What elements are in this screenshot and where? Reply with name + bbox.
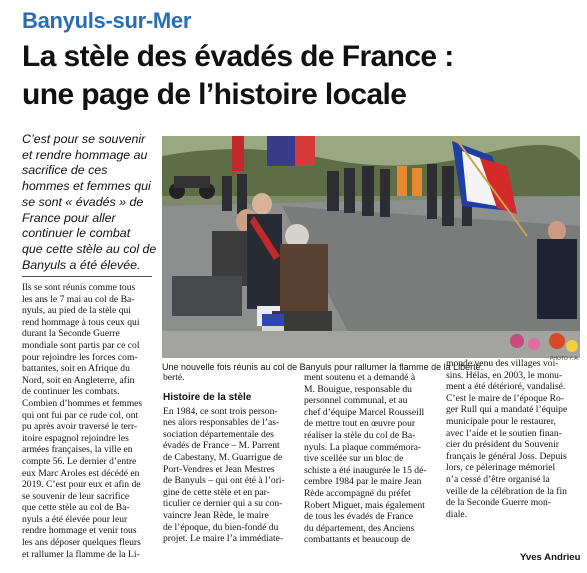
- body-line: nyuls a été élevée pour leur: [22, 513, 128, 525]
- section-kicker: Banyuls-sur-Mer: [22, 8, 192, 33]
- body-line: itoire espagnol rejoindre les: [22, 432, 129, 444]
- body-line: chef d’équipe Marcel Rousseill: [304, 406, 425, 418]
- body-line: sins. Hélas, en 2003, le monu-: [446, 369, 563, 381]
- body-line: nyuls, au pied de la stèle qui: [22, 305, 131, 317]
- body-line: tive scellée sur un bloc de: [304, 453, 404, 465]
- body-line: pour rejoindre les forces com-: [22, 351, 138, 363]
- headline-line-1: La stèle des évadés de France :: [22, 40, 454, 73]
- intro-line: Banyuls a été élevée.: [22, 257, 141, 272]
- body-line: cembre 1984 par le maire Jean: [304, 476, 422, 488]
- article-headline: [22, 38, 582, 114]
- body-line: nyuls. La plaque commémora-: [304, 441, 422, 453]
- intro-line: et rendre hommage au: [22, 147, 148, 162]
- photo-caption: Une nouvelle fois réunis au col de Banyuls pour rallumer la flamme de la Liberté.: [162, 362, 484, 372]
- body-line: de l’époque, du bien-fondé du: [163, 521, 279, 533]
- body-line: rendre hommage et venir tous: [22, 525, 137, 537]
- body-line: réaliser la stèle du col de Ba-: [304, 429, 416, 441]
- body-line: compte 56. Le dernier d’entre: [22, 455, 137, 467]
- body-line: battantes, soit en Afrique du: [22, 363, 130, 375]
- body-line: sociation départementale des: [163, 428, 274, 440]
- body-line: berté.: [163, 372, 185, 383]
- body-line: français le général Joss. Depuis: [446, 450, 567, 462]
- body-line: C’est le maire de l’époque Ro-: [446, 392, 565, 404]
- body-line: personnel communal, et au: [304, 395, 408, 407]
- author-signature: Yves Andrieu: [520, 552, 581, 563]
- intro-line: France pour aller: [22, 210, 116, 225]
- body-line: combattants et beaucoup de: [304, 534, 411, 546]
- article-intro: [22, 132, 157, 273]
- body-line: durant la Seconde Guerre: [22, 328, 120, 340]
- intro-line: continuer le combat: [22, 226, 131, 241]
- body-line: de Cabestany, M. Guarrigue de: [163, 451, 283, 463]
- body-line: schiste a été inaugurée le 15 dé-: [304, 464, 427, 476]
- body-line: lors, ce pèlerinage mémoriel: [446, 462, 556, 474]
- body-line: pu après avoir traversé le terr-: [22, 421, 138, 433]
- body-line: municipale pour le restaurer,: [446, 415, 556, 427]
- body-line: que cette stèle au col de Ba-: [22, 502, 130, 514]
- body-line: 2019. C’est pour eux et afin de: [22, 479, 141, 491]
- body-line: cier du président du Souvenir: [446, 439, 559, 451]
- body-line: Robert Miguet, mais également: [304, 499, 425, 511]
- intro-line: hommes et femmes qui: [22, 179, 151, 194]
- body-line: Port-Vendres et Jean Mestres: [163, 463, 275, 475]
- article-photo: [162, 136, 580, 358]
- body-line: veille de la célébration de la fin: [446, 485, 567, 497]
- body-line: diale.: [446, 508, 468, 520]
- body-line: de tous les évadés de France: [304, 511, 413, 523]
- body-line: Ils se sont réunis comme tous: [22, 282, 136, 293]
- body-line: qui ont fui par ce rude col, ont: [22, 409, 139, 421]
- intro-line: que cette stèle au col de: [22, 241, 157, 256]
- body-line: ticulier ce dernier qui a su con-: [163, 498, 283, 510]
- body-line: évadés de France – M. Parrent: [163, 440, 280, 452]
- body-line: armées françaises, la ville en: [22, 444, 133, 456]
- body-line: se souvenir de leur sacrifice: [22, 490, 130, 502]
- body-line: gine de cette stèle et en par-: [163, 486, 270, 498]
- body-line: avec l’aide et le soutien finan-: [446, 427, 562, 439]
- body-line: vaincre Jean Rède, le maire: [163, 509, 269, 521]
- headline-line-2: une page de l’histoire locale: [22, 78, 407, 111]
- body-line: n’a cessé d’être organisé la: [446, 473, 550, 485]
- body-line: M. Bouigue, responsable du: [304, 383, 412, 395]
- body-line: de la Seconde Guerre mon-: [446, 497, 551, 509]
- body-line: de continuer les combats.: [22, 386, 120, 398]
- intro-line: C’est pour se souvenir: [22, 132, 146, 146]
- subheading-histoire: Histoire de la stèle: [163, 391, 252, 403]
- body-line: Rède accompagné du préfet: [304, 487, 411, 499]
- body-column-1: [22, 282, 158, 560]
- ceremony-photo-illustration: [162, 136, 580, 358]
- body-line: et rallumer la flamme de la Li-: [22, 548, 140, 560]
- body-line: de mettre tout en œuvre pour: [304, 418, 416, 430]
- body-line: ment soutenu et a demandé à: [304, 372, 416, 383]
- body-line: ger Rull qui a mandaté l’équipe: [446, 404, 568, 416]
- body-line: mondiale sont partis par ce col: [22, 339, 140, 351]
- intro-line: sacrifice de ces: [22, 163, 108, 178]
- intro-line: se sont « évadés » de: [22, 194, 144, 209]
- body-line: les ans déposer quelques fleurs: [22, 537, 141, 549]
- photo-credit: PHOTO Y. A.: [550, 356, 579, 362]
- intro-divider: [22, 276, 152, 277]
- body-column-3: [304, 372, 442, 546]
- body-line: projet. Le maire l’a immédiate-: [163, 533, 284, 545]
- body-line: du département, des Anciens: [304, 522, 415, 534]
- body-line: nes alors responsables de l’as-: [163, 417, 280, 429]
- body-line: En 1984, ce sont trois person-: [163, 405, 278, 417]
- body-line: rend hommage à tous ceux qui: [22, 316, 140, 328]
- body-column-2: [163, 372, 301, 545]
- body-line: ment a été détérioré, vandalisé.: [446, 381, 566, 393]
- body-column-4: [446, 358, 584, 520]
- body-line: Combien d’hommes et femmes: [22, 397, 143, 409]
- body-line: eux Marc Aroles est décédé en: [22, 467, 140, 479]
- body-line: de Banyuls – qui ont été à l’ori-: [163, 475, 285, 487]
- body-line: Nord, soit en Angleterre, afin: [22, 374, 135, 386]
- body-line: les ans le 7 mai au col de Ba-: [22, 293, 135, 305]
- body-line: monde venu des villages voi-: [446, 358, 559, 369]
